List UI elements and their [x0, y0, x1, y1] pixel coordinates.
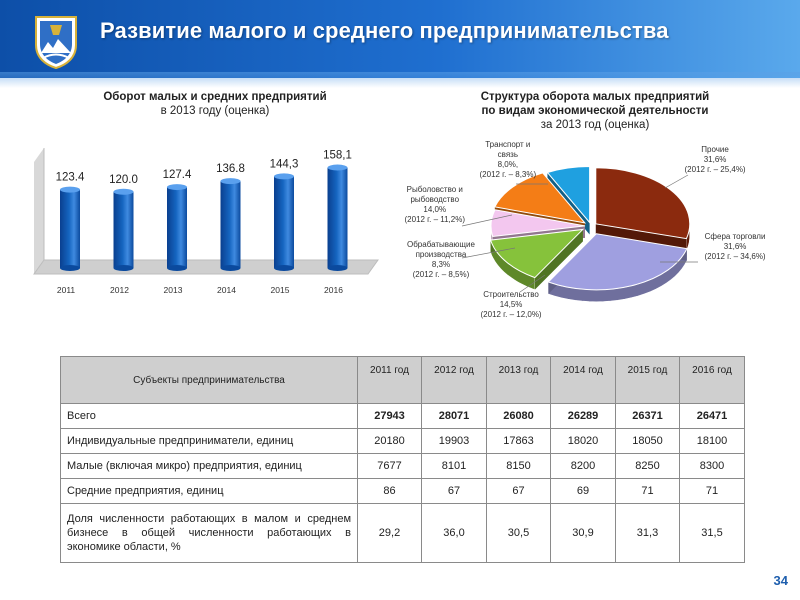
- bar-value-label: 158,1: [323, 149, 352, 162]
- table-cell: 8101: [422, 454, 487, 479]
- table-header-year: 2015 год: [616, 357, 680, 404]
- table-cell: 26371: [616, 404, 680, 429]
- bar-top: [60, 187, 80, 193]
- bar: [221, 181, 241, 268]
- pie-label-line: Прочие: [701, 145, 729, 154]
- bar-top: [167, 184, 187, 190]
- bar-value-label: 144,3: [269, 158, 299, 171]
- x-tick-label: 2016: [324, 285, 343, 295]
- table-cell: 18100: [680, 429, 745, 454]
- table-header-row: [61, 357, 745, 404]
- bar-value-label: 136.8: [216, 163, 245, 176]
- pie-label-line: 8,0%,: [497, 160, 519, 169]
- table-cell: 67: [487, 479, 551, 504]
- pie-label-line: (2012 г. – 8,3%): [479, 170, 537, 179]
- table-cell: 17863: [487, 429, 551, 454]
- x-tick-label: 2012: [110, 285, 129, 295]
- table-row: [61, 504, 745, 563]
- pie-slice-label: [481, 290, 542, 320]
- table-cell: 71: [616, 479, 680, 504]
- bar-base: [114, 265, 134, 271]
- row-label: Всего: [61, 404, 358, 429]
- table-cell: 28071: [422, 404, 487, 429]
- table-cell: 86: [358, 479, 422, 504]
- pie-label-line: (2012 г. – 11,2%): [404, 215, 465, 224]
- pie-slice-label: [405, 185, 466, 225]
- table-cell: 27943: [358, 404, 422, 429]
- table-header-subjects: Субъекты предпринимательства: [61, 357, 358, 404]
- row-label: Доля численности работающих в малом и среднем бизнесе в общей численности работающих в экономике области, %: [61, 504, 358, 563]
- bar: [167, 187, 187, 268]
- pie-slice-label: [480, 140, 537, 180]
- table-row: [61, 404, 745, 429]
- pie-label-line: Обрабатывающие: [407, 240, 475, 249]
- bar: [274, 176, 294, 268]
- bar-chart-subtitle: в 2013 году (оценка): [160, 105, 270, 117]
- table-cell: 8150: [487, 454, 551, 479]
- table-cell: 26471: [680, 404, 745, 429]
- pie-label-connector: [665, 175, 688, 188]
- bar: [114, 192, 134, 268]
- table-header-year: 2012 год: [422, 357, 487, 404]
- pie-chart-title-block: [430, 90, 760, 132]
- table-cell: 30,5: [487, 504, 551, 563]
- table-header-year: 2014 год: [551, 357, 616, 404]
- bar-value-label: 123.4: [55, 171, 85, 184]
- bar-base: [274, 265, 294, 271]
- table-cell: 29,2: [358, 504, 422, 563]
- pie-label-line: Транспорт и: [485, 140, 531, 149]
- pie-chart-title-line2: по видам экономической деятельности: [481, 105, 709, 117]
- pie-label-line: 8,3%: [431, 260, 451, 269]
- table-cell: 69: [551, 479, 616, 504]
- bar-value-label: 120.0: [109, 173, 138, 186]
- pie-label-line: (2012 г. – 8,5%): [412, 270, 470, 279]
- x-tick-label: 2014: [217, 285, 236, 295]
- x-tick-label: 2011: [56, 285, 76, 295]
- bar-value-label: 127.4: [162, 169, 192, 182]
- table-cell: 19903: [422, 429, 487, 454]
- bar-base: [60, 265, 80, 271]
- bar-top: [114, 189, 134, 195]
- x-tick-label: 2015: [270, 285, 290, 295]
- pie-label-line: 31,6%: [703, 155, 727, 164]
- pie-slice-label: [407, 240, 475, 280]
- header-fade: [0, 72, 800, 88]
- bar: [60, 190, 80, 268]
- side-wall: [34, 148, 44, 274]
- table-cell: 8300: [680, 454, 745, 479]
- pie-label-line: 31,6%: [723, 242, 747, 251]
- bar-base: [328, 265, 348, 271]
- table-cell: 8250: [616, 454, 680, 479]
- table-cell: 31,3: [616, 504, 680, 563]
- pie-label-line: (2012 г. – 25,4%): [684, 165, 746, 174]
- slide-title: Развитие малого и среднего предпринимательства: [100, 18, 669, 43]
- pie-label-line: 14,0%: [423, 205, 447, 214]
- bar: [328, 168, 348, 268]
- table-header-year: 2011 год: [358, 357, 422, 404]
- row-label: Средние предприятия, единиц: [61, 479, 358, 504]
- pie-label-line: Рыболовство и: [406, 185, 463, 194]
- table-row: [61, 479, 745, 504]
- table-row: [61, 429, 745, 454]
- pie-label-line: (2012 г. – 12,0%): [480, 310, 542, 319]
- table-cell: 31,5: [680, 504, 745, 563]
- bar-top: [274, 173, 294, 179]
- pie-label-line: производства: [415, 250, 467, 259]
- table-cell: 26080: [487, 404, 551, 429]
- table-cell: 18020: [551, 429, 616, 454]
- bar-base: [167, 265, 187, 271]
- table-cell: 8200: [551, 454, 616, 479]
- table-cell: 30,9: [551, 504, 616, 563]
- coat-of-arms-icon: [33, 13, 79, 69]
- bar-chart: [28, 138, 388, 308]
- table-header-year: 2013 год: [487, 357, 551, 404]
- pie-label-line: Сфера торговли: [704, 232, 766, 241]
- statistics-table: [60, 356, 745, 563]
- pie-label-line: рыбоводство: [410, 195, 460, 204]
- x-tick-label: 2013: [163, 285, 183, 295]
- pie-slice-label: [705, 232, 766, 262]
- chart-floor: [34, 260, 378, 274]
- table-row: [61, 454, 745, 479]
- table-header-year: 2016 год: [680, 357, 745, 404]
- pie-label-line: (2012 г. – 34,6%): [704, 252, 766, 261]
- pie-slice-label: [685, 145, 746, 175]
- table-cell: 71: [680, 479, 745, 504]
- page-number: 34: [773, 573, 788, 588]
- bar-chart-title-block: [60, 90, 370, 118]
- bar-base: [221, 265, 241, 271]
- pie-label-line: Строительство: [483, 290, 539, 299]
- table-cell: 7677: [358, 454, 422, 479]
- bar-chart-title: Оборот малых и средних предприятий: [103, 91, 327, 103]
- bar-top: [328, 165, 348, 171]
- pie-chart-title: Структура оборота малых предприятий: [480, 91, 710, 103]
- row-label: Малые (включая микро) предприятия, единиц: [61, 454, 358, 479]
- table-cell: 18050: [616, 429, 680, 454]
- bar-top: [221, 178, 241, 184]
- row-label: Индивидуальные предприниматели, единиц: [61, 429, 358, 454]
- pie-label-line: 14,5%: [499, 300, 523, 309]
- pie-label-line: связь: [497, 150, 518, 159]
- table-cell: 26289: [551, 404, 616, 429]
- pie-chart-subtitle: за 2013 год (оценка): [540, 119, 650, 131]
- table-cell: 67: [422, 479, 487, 504]
- table-cell: 20180: [358, 429, 422, 454]
- table-cell: 36,0: [422, 504, 487, 563]
